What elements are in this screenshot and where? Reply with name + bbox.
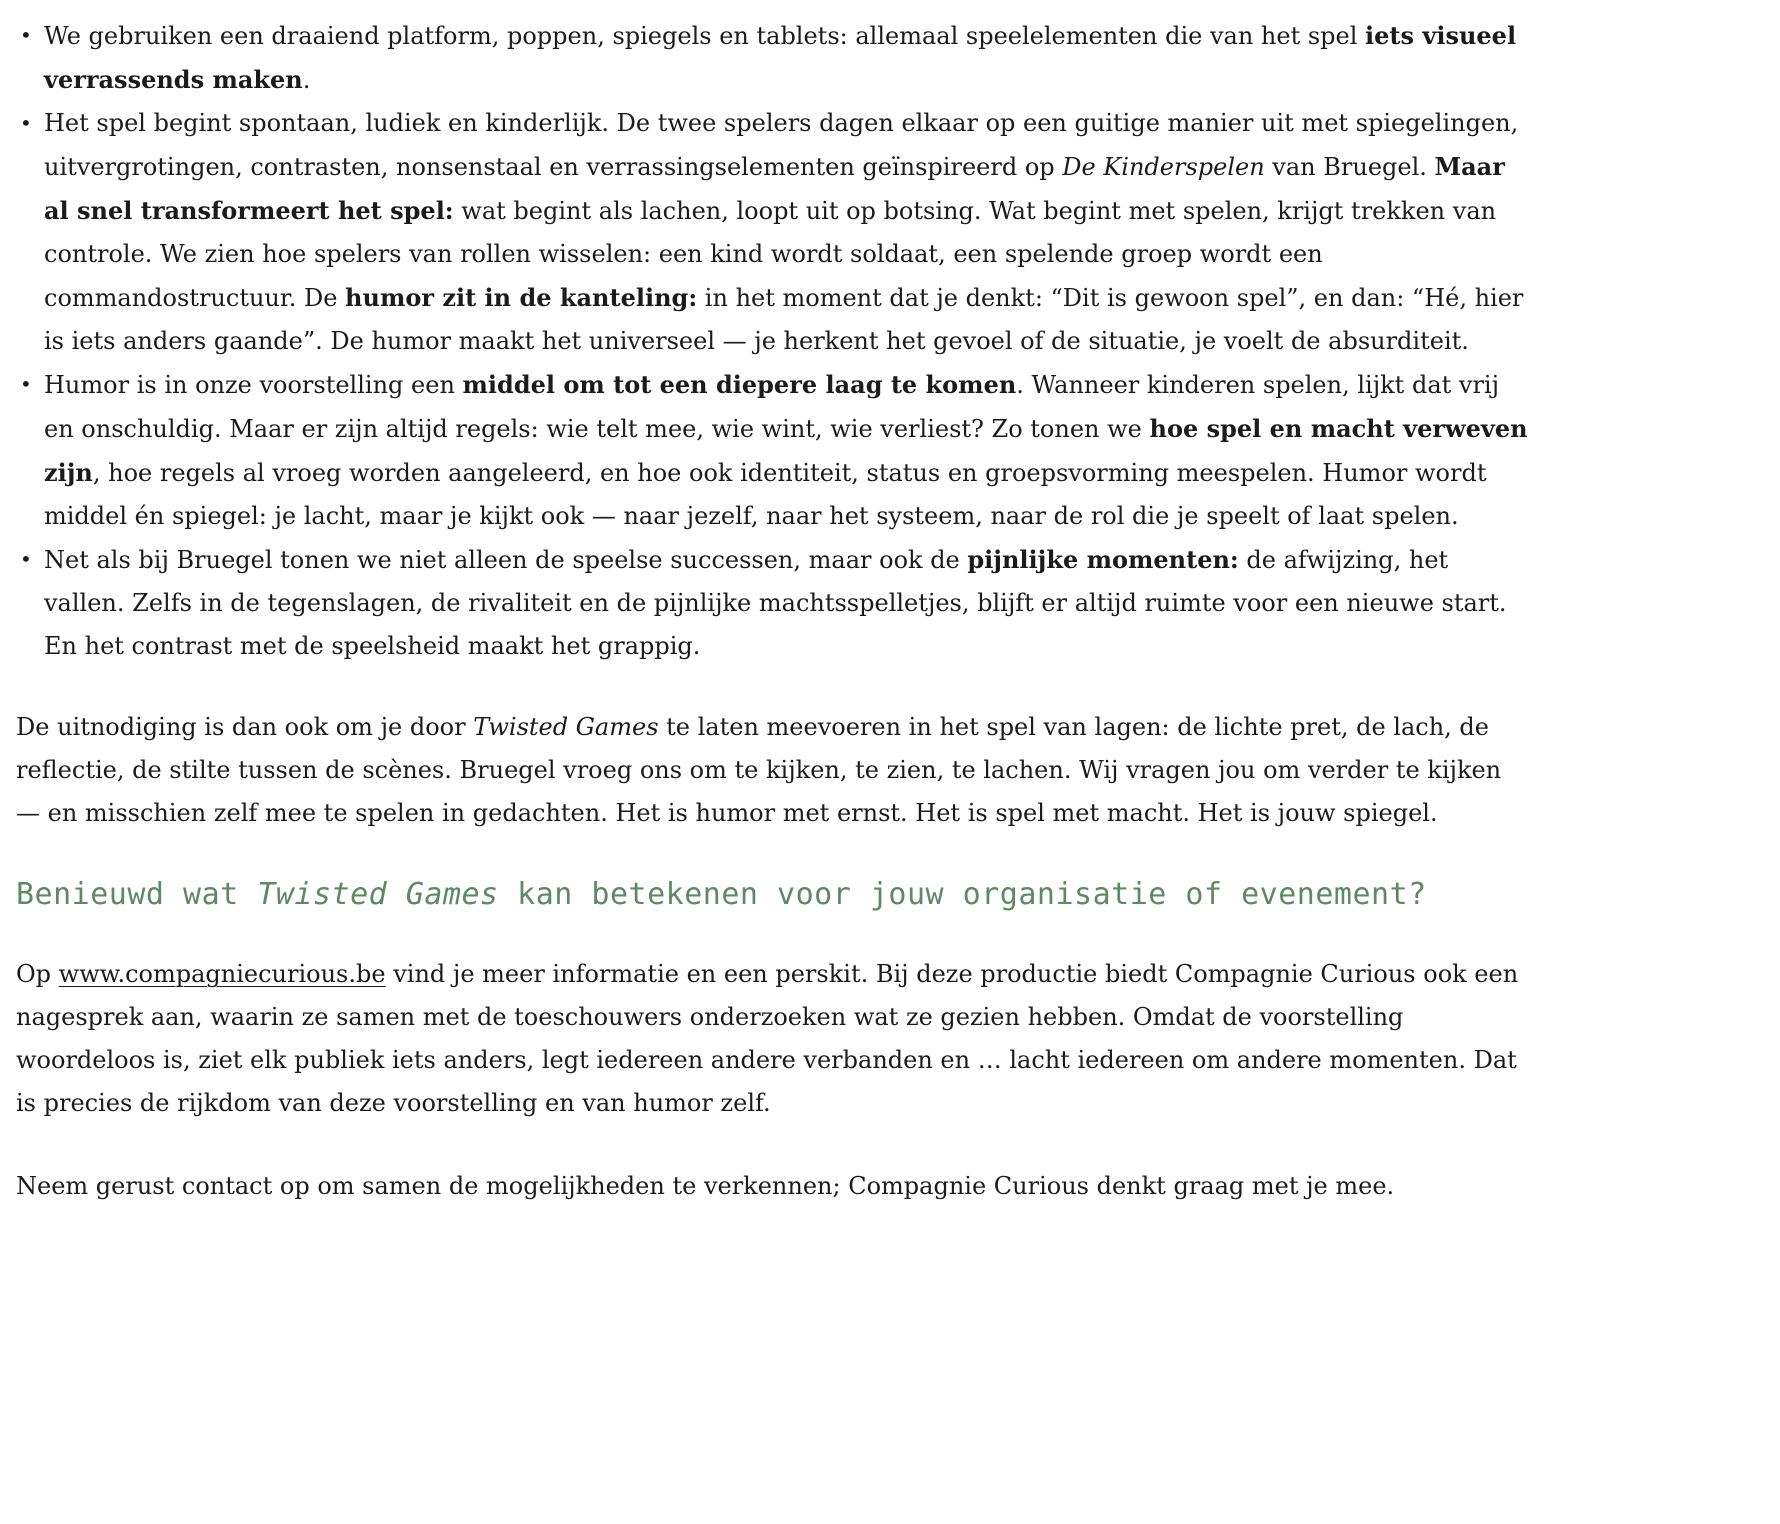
text-segment: De uitnodiging is dan ook om je door bbox=[16, 713, 474, 741]
text-segment: van Bruegel. bbox=[1264, 153, 1435, 181]
text-segment: Humor is in onze voorstelling een bbox=[44, 371, 463, 399]
text-segment: Benieuwd wat bbox=[16, 877, 258, 912]
text-segment: Net als bij Bruegel tonen we niet alleen de speelse successen, maar ook de bbox=[44, 546, 968, 574]
text-segment: , hoe regels al vroeg worden aangeleerd, en hoe ook identiteit, status en groepsvorming meespelen. Humor wordt middel én spiegel: je lacht, maar je kijkt ook — naar jezelf, naar het systeem, naar de rol die je speelt of laat spelen. bbox=[44, 459, 1487, 530]
text-segment: . Wanneer kinderen spelen, lijkt dat vrij en onschuldig. Maar er zijn altijd regels: wie telt mee, wie wint, wie verliest? Zo tonen we bbox=[44, 371, 1500, 443]
text-segment: Twisted Games bbox=[257, 877, 499, 912]
text-segment: hoe spel en macht verweven zijn bbox=[44, 414, 1528, 487]
invitation-paragraph bbox=[16, 706, 1532, 835]
text-segment: Op bbox=[16, 960, 59, 988]
text-segment: humor zit in de kanteling: bbox=[345, 283, 698, 312]
text-segment: We gebruiken een draaiend platform, poppen, spiegels en tablets: allemaal speelelementen die van het spel bbox=[44, 22, 1366, 50]
info-paragraph bbox=[16, 953, 1532, 1125]
text-segment: . bbox=[302, 66, 311, 94]
text-segment: Maar al snel transformeert het spel: bbox=[44, 152, 1505, 225]
article-body bbox=[16, 14, 1532, 1208]
text-segment: Het spel begint spontaan, ludiek en kinderlijk. De twee spelers dagen elkaar op een guitige manier uit met spiegelingen, uitvergrotingen, contrasten, nonsenstaal en verrassingselementen geïnspireerd op bbox=[44, 109, 1519, 181]
bullet-item bbox=[44, 538, 1532, 668]
text-segment: te laten meevoeren in het spel van lagen: de lichte pret, de lach, de reflectie, de stilte tussen de scènes. Bruegel vroeg ons om te kijken, te zien, te lachen. Wij vragen jou om verder te kijken — en misschien zelf mee te spelen in gedachten. Het is humor met ernst. Het is spel met macht. Het is jouw spiegel. bbox=[16, 713, 1502, 827]
text-segment: wat begint als lachen, loopt uit op botsing. Wat begint met spelen, krijgt trekken van controle. We zien hoe spelers van rollen wisselen: een kind wordt soldaat, een spelende groep wordt een commandostructuur. De bbox=[44, 197, 1497, 312]
compagniecurious-link[interactable]: www.compagniecurious.be bbox=[58, 960, 386, 988]
bullet-list bbox=[16, 14, 1532, 668]
text-segment: middel om tot een diepere laag te komen bbox=[462, 370, 1017, 399]
bullet-item bbox=[44, 363, 1532, 538]
text-segment: iets visueel verrassends maken bbox=[44, 21, 1517, 94]
text-segment: pijnlijke momenten: bbox=[967, 545, 1239, 574]
text-segment: de afwijzing, het vallen. Zelfs in de tegenslagen, de rivaliteit en de pijnlijke machtsspelletjes, blijft er altijd ruimte voor een nieuwe start. En het contrast met de speelsheid maakt het grappig. bbox=[44, 546, 1507, 660]
text-segment: De Kinderspelen bbox=[1062, 153, 1265, 181]
text-segment: kan betekenen voor jouw organisatie of evenement? bbox=[498, 877, 1427, 912]
section-heading bbox=[16, 875, 1532, 915]
text-segment: Twisted Games bbox=[473, 713, 659, 741]
text-segment: in het moment dat je denkt: “Dit is gewoon spel”, en dan: “Hé, hier is iets anders gaande”. De humor maakt het universeel — je herkent het gevoel of de situatie, je voelt de absurditeit. bbox=[44, 284, 1524, 355]
bullet-item bbox=[44, 14, 1532, 102]
text-segment: vind je meer informatie en een perskit. Bij deze productie biedt Compagnie Curious ook een nagesprek aan, waarin ze samen met de toeschouwers onderzoeken wat ze gezien hebben. Omdat de voorstelling woordeloos is, ziet elk publiek iets anders, legt iedereen andere verbanden en … lacht iedereen om andere momenten. Dat is precies de rijkdom van deze voorstelling en van humor zelf. bbox=[16, 960, 1519, 1117]
text-segment: Neem gerust contact op om samen de mogelijkheden te verkennen; Compagnie Curious denkt graag met je mee. bbox=[16, 1172, 1395, 1200]
contact-paragraph bbox=[16, 1165, 1532, 1208]
bullet-item bbox=[44, 102, 1532, 363]
